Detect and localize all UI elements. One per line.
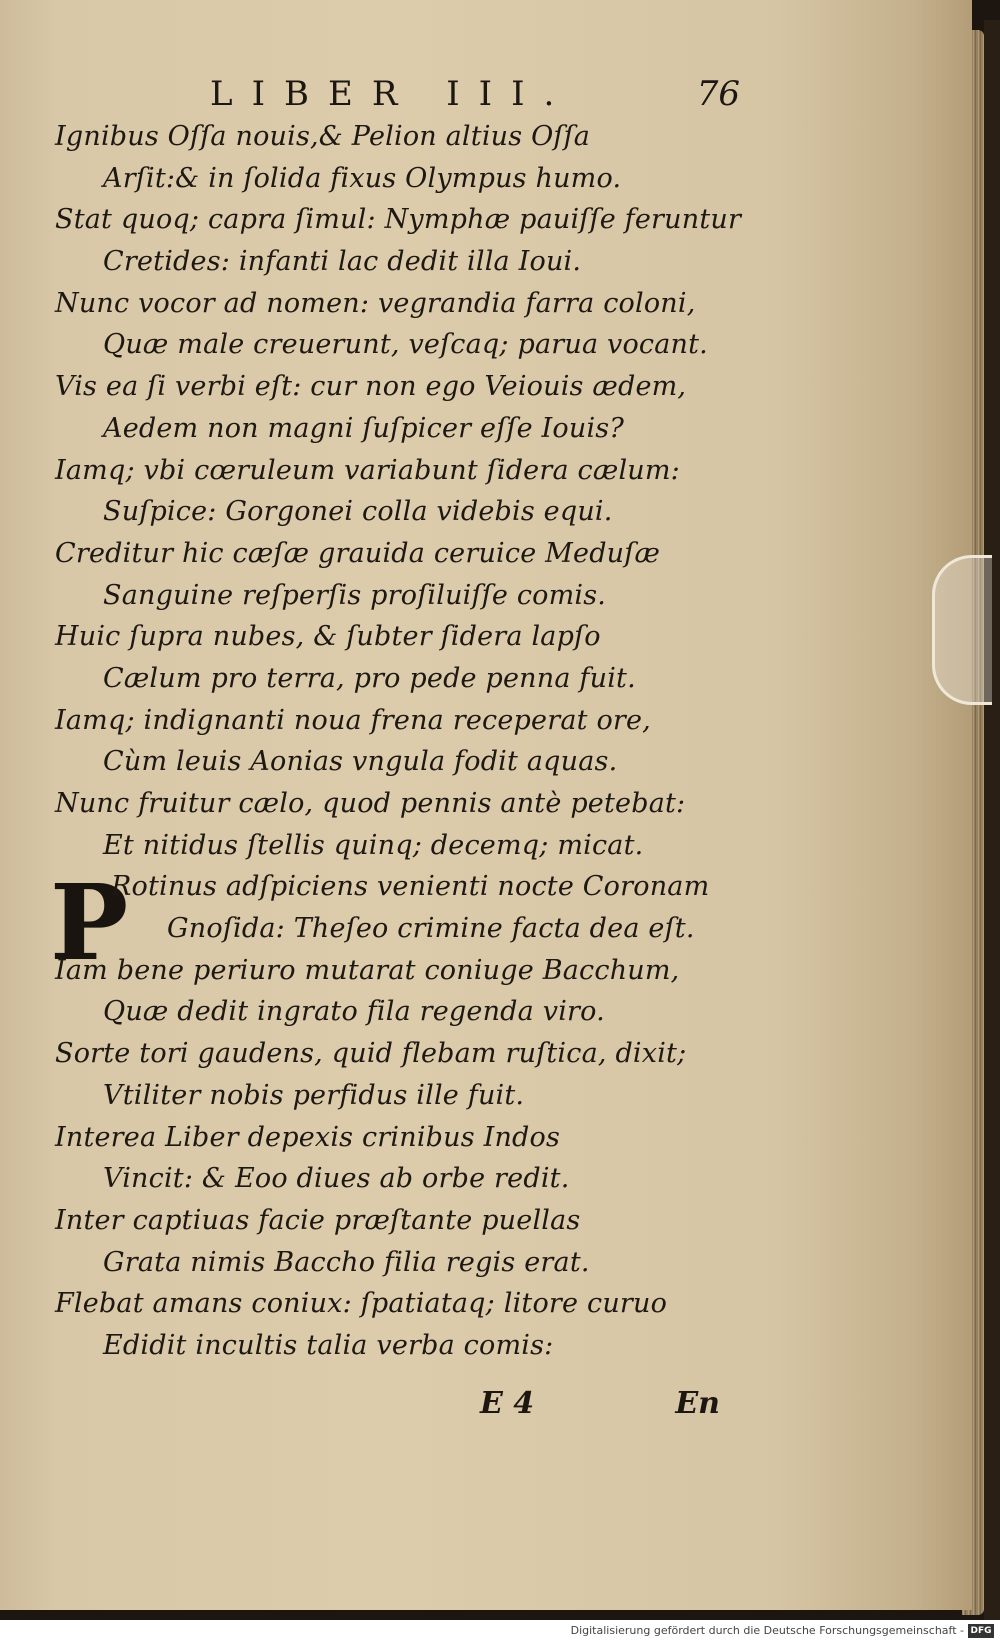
verse-text [55, 116, 935, 1367]
verse-line: Grata nimis Baccho filia regis erat. [103, 1246, 590, 1278]
verse-line: Gnoſida: Theſeo crimine facta dea eſt. [167, 913, 695, 945]
verse-line: Edidit incultis talia verba comis: [103, 1329, 554, 1361]
verse-line: Vis ea ſi verbi eſt: cur non ego Veiouis ædem, [55, 371, 687, 403]
verse-line: Interea Liber depexis crinibus Indos [55, 1121, 561, 1153]
verse-line: Creditur hic cæſæ grauida ceruice Meduſæ [55, 537, 661, 569]
drop-cap: P [50, 861, 129, 984]
verse-line: Quæ male creuerunt, veſcaq; parua vocant. [103, 329, 708, 361]
verse-line: Cælum pro terra, pro pede penna fuit. [103, 662, 636, 694]
signature-mark: E 4 [480, 1386, 535, 1421]
verse-line: Et nitidus ſtellis quinq; decemq; micat. [103, 829, 644, 861]
verse-line: Flebat amans coniux: ſpatiataq; litore curuo [55, 1288, 668, 1320]
credit-bar [0, 1620, 1000, 1643]
verse-line: Iamq; indignanti noua frena receperat ore, [55, 704, 651, 736]
verse-line: Huic ſupra nubes, & ſubter ſidera lapſo [55, 621, 601, 653]
verse-line: Quæ dedit ingrato fila regenda viro. [103, 996, 605, 1028]
verse-line: Suſpice: Gorgonei colla videbis equi. [103, 496, 613, 528]
page-clip [932, 555, 992, 705]
page-footer [480, 1386, 720, 1436]
verse-line: Rotinus adſpiciens venienti nocte Coronam [111, 871, 710, 903]
verse-line: Arſit:& in ſolida fixus Olympus humo. [103, 162, 622, 194]
verse-line: Ignibus Oſſa nouis,& Pelion altius Oſſa [55, 121, 591, 152]
verse-line: Vincit: & Eoo diues ab orbe redit. [103, 1163, 570, 1195]
verse-line: Sanguine reſperſis proſiluiſſe comis. [103, 579, 607, 611]
verse-line: Cretides: infanti lac dedit illa Ioui. [103, 246, 582, 278]
verse-line: Iamq; vbi cœruleum variabunt ſidera cælum: [55, 454, 680, 486]
verse-line: Stat quoq; capra ſimul: Nymphæ pauiſſe feruntur [55, 204, 742, 236]
verse-line: Vtiliter nobis perfidus ille fuit. [103, 1079, 525, 1111]
verse-line: Nunc vocor ad nomen: vegrandia farra coloni, [55, 287, 696, 319]
book-cover-edge [984, 20, 1000, 1620]
credit-text: Digitalisierung gefördert durch die Deutsche Forschungsgemeinschaft - [570, 1624, 964, 1637]
dfg-logo: DFG [968, 1624, 994, 1638]
verse-line: Nunc fruitur cælo, quod pennis antè petebat: [55, 788, 686, 819]
verse-line: Sorte tori gaudens, quid flebam ruſtica, dixit; [55, 1038, 687, 1070]
verse-line: Aedem non magni ſuſpicer eſſe Iouis? [103, 412, 625, 444]
verse-line: Iam bene periuro mutarat coniuge Bacchum, [55, 954, 680, 986]
verse-line: Cùm leuis Aonias vngula fodit aquas. [103, 746, 618, 778]
verse-line: Inter captiuas facie præſtante puellas [55, 1204, 581, 1236]
catchword: En [675, 1386, 720, 1421]
folio-number: 76 [696, 74, 740, 114]
running-title: LIBER III. [210, 74, 574, 114]
